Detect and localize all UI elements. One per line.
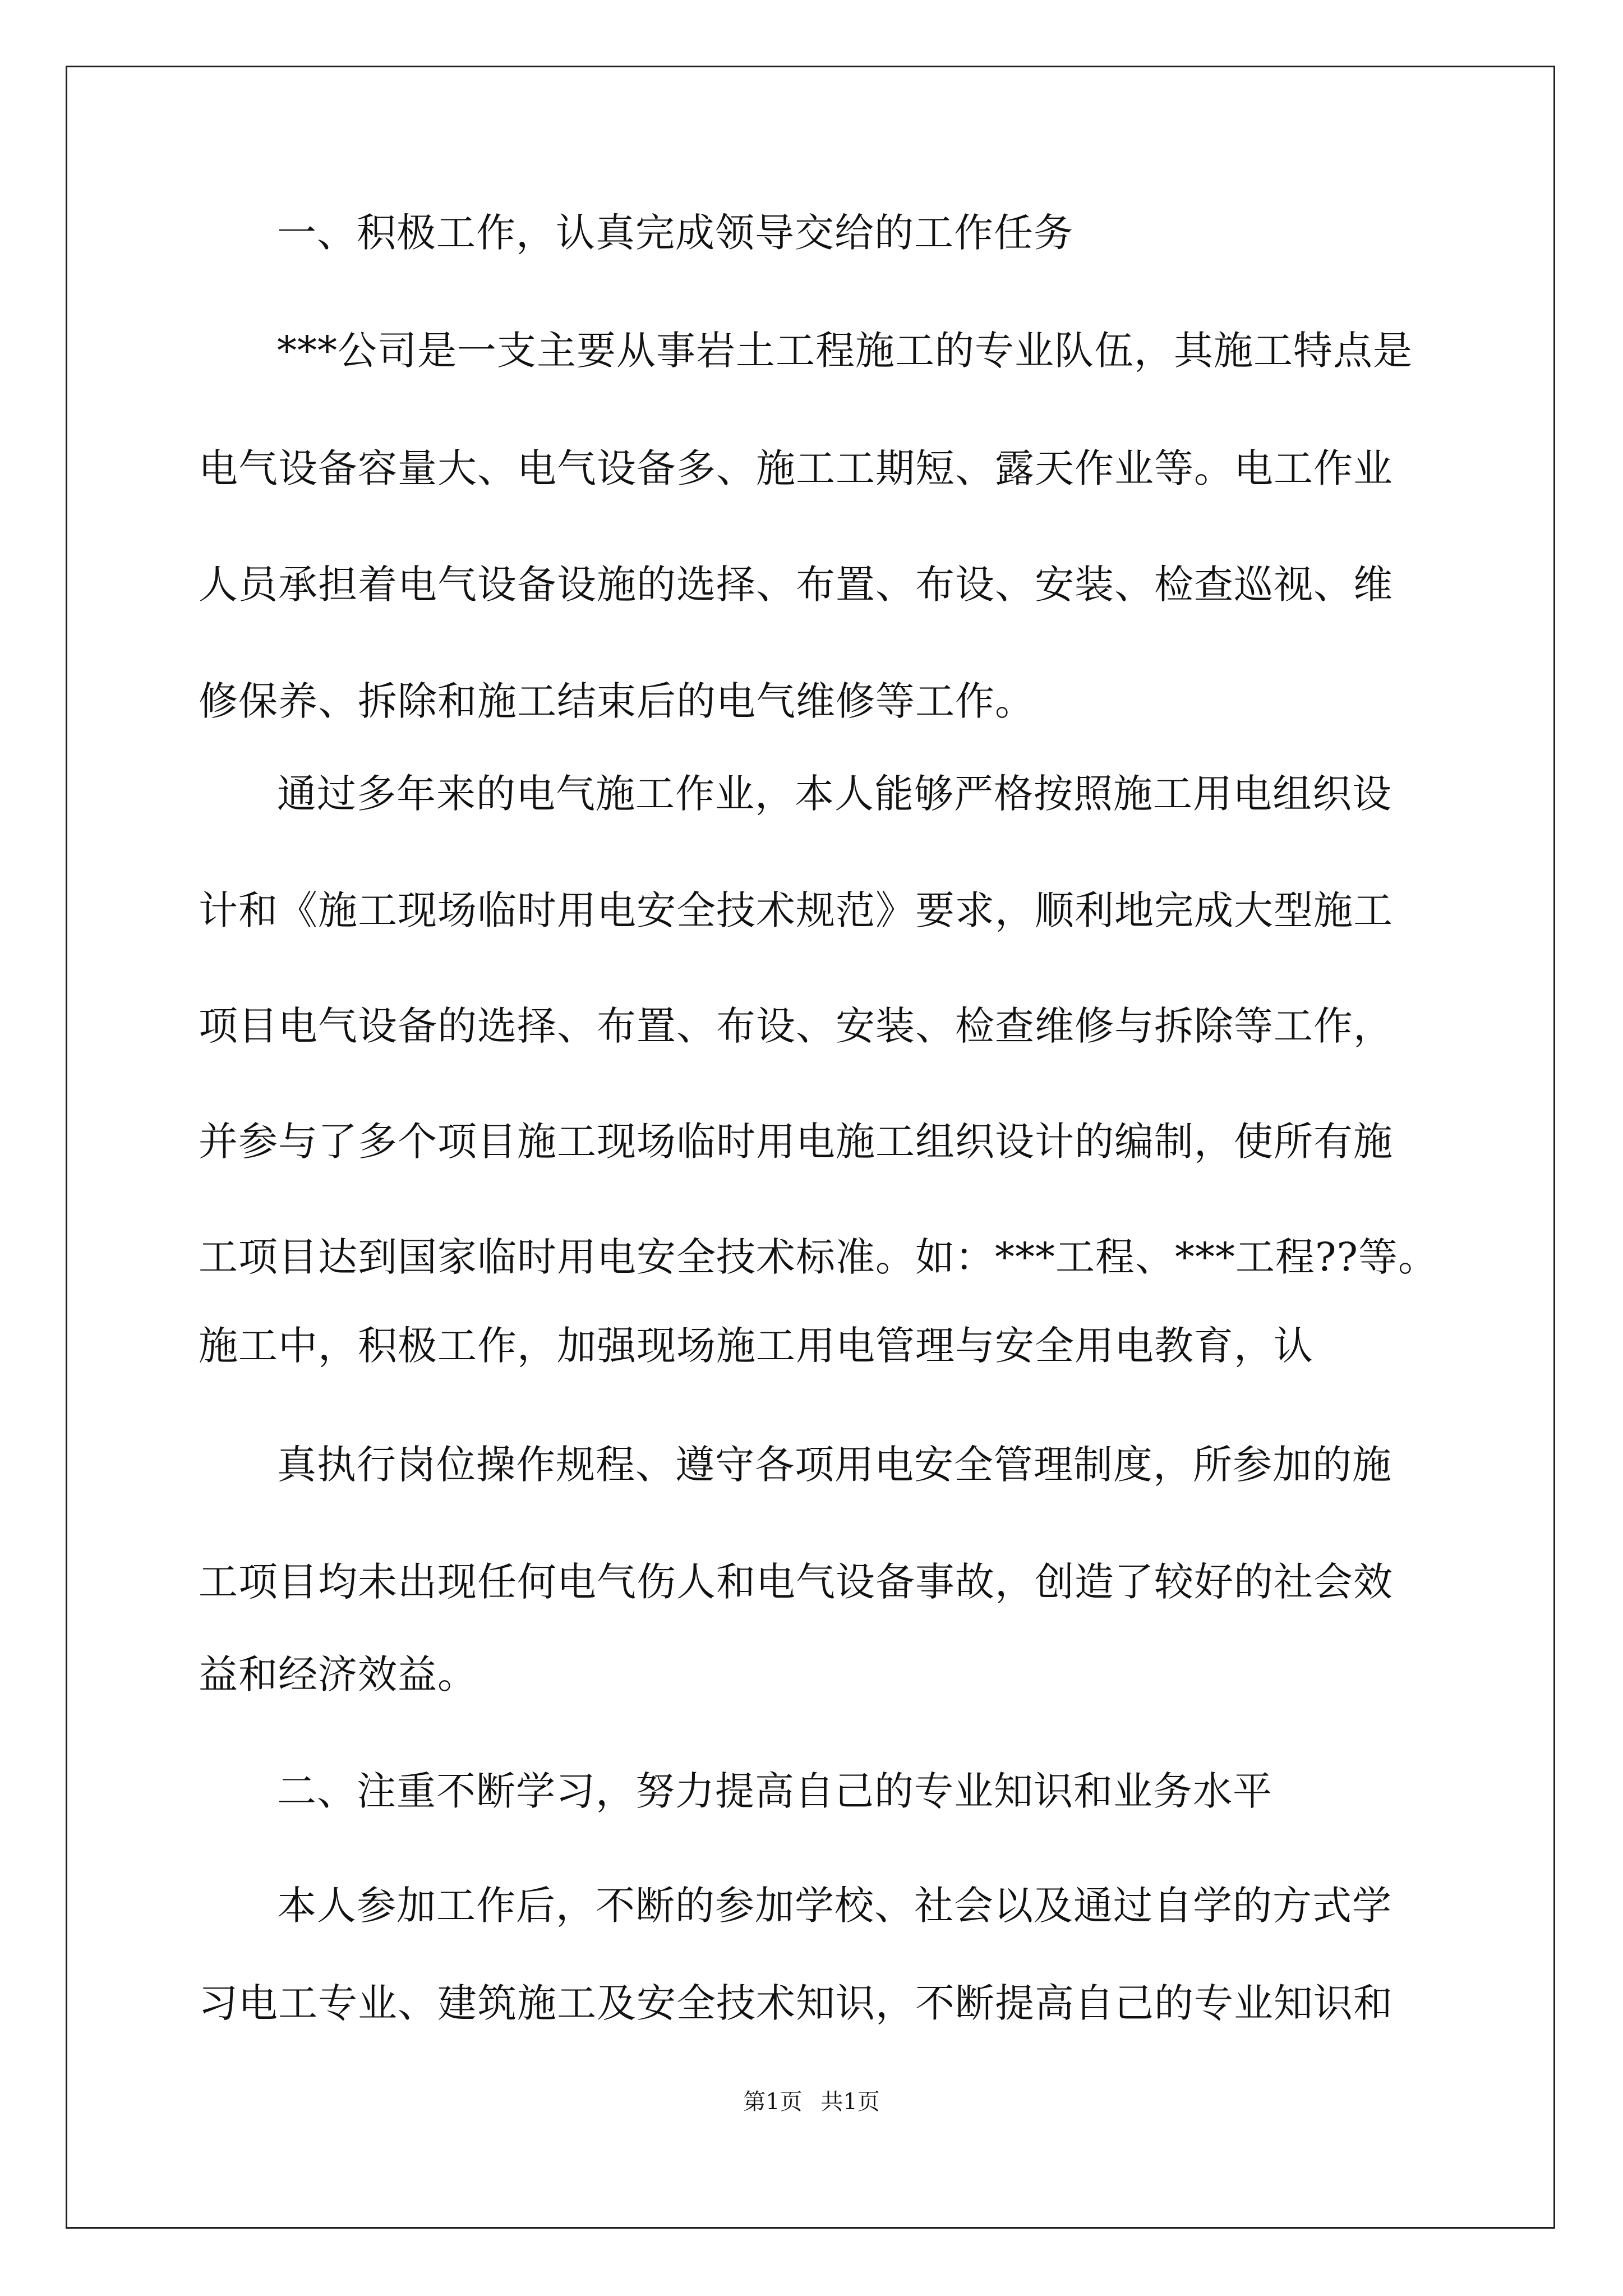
text-line: 电气设备容量大、电气设备多、施工工期短、露天作业等。电工作业 (199, 445, 1393, 491)
text-line: 益和经济效益。 (199, 1651, 477, 1697)
text-line: 工项目达到国家临时用电安全技术标准。如：***工程、***工程??等。 (199, 1234, 1438, 1280)
text-line: 修保养、拆除和施工结束后的电气维修等工作。 (199, 678, 1035, 724)
text-line: 通过多年来的电气施工作业，本人能够严格按照施工用电组织设 (277, 771, 1392, 817)
page-number-total: 共1页 (820, 2089, 880, 2115)
text-line: ***公司是一支主要从事岩土工程施工的专业队伍，其施工特点是 (277, 328, 1413, 374)
page-footer (0, 2084, 1623, 2116)
text-line: 工项目均未出现任何电气伤人和电气设备事故，创造了较好的社会效 (199, 1559, 1393, 1605)
text-line: 并参与了多个项目施工现场临时用电施工组织设计的编制，使所有施 (199, 1119, 1393, 1165)
text-line: 项目电气设备的选择、布置、布设、安装、检查维修与拆除等工作， (199, 1003, 1393, 1049)
text-line: 本人参加工作后，不断的参加学校、社会以及通过自学的方式学 (277, 1883, 1392, 1929)
text-line: 二、注重不断学习，努力提高自己的专业知识和业务水平 (277, 1768, 1272, 1814)
text-line: 人员承担着电气设备设施的选择、布置、布设、安装、检查巡视、维 (199, 562, 1393, 608)
text-line: 一、积极工作，认真完成领导交给的工作任务 (277, 210, 1073, 256)
page-number-current: 第1页 (743, 2089, 803, 2115)
text-line: 计和《施工现场临时用电安全技术规范》要求，顺利地完成大型施工 (199, 887, 1393, 933)
text-line: 施工中，积极工作，加强现场施工用电管理与安全用电教育，认 (199, 1323, 1313, 1369)
text-line: 真执行岗位操作规程、遵守各项用电安全管理制度，所参加的施 (277, 1442, 1392, 1488)
text-line: 习电工专业、建筑施工及安全技术知识，不断提高自己的专业知识和 (199, 1980, 1393, 2026)
